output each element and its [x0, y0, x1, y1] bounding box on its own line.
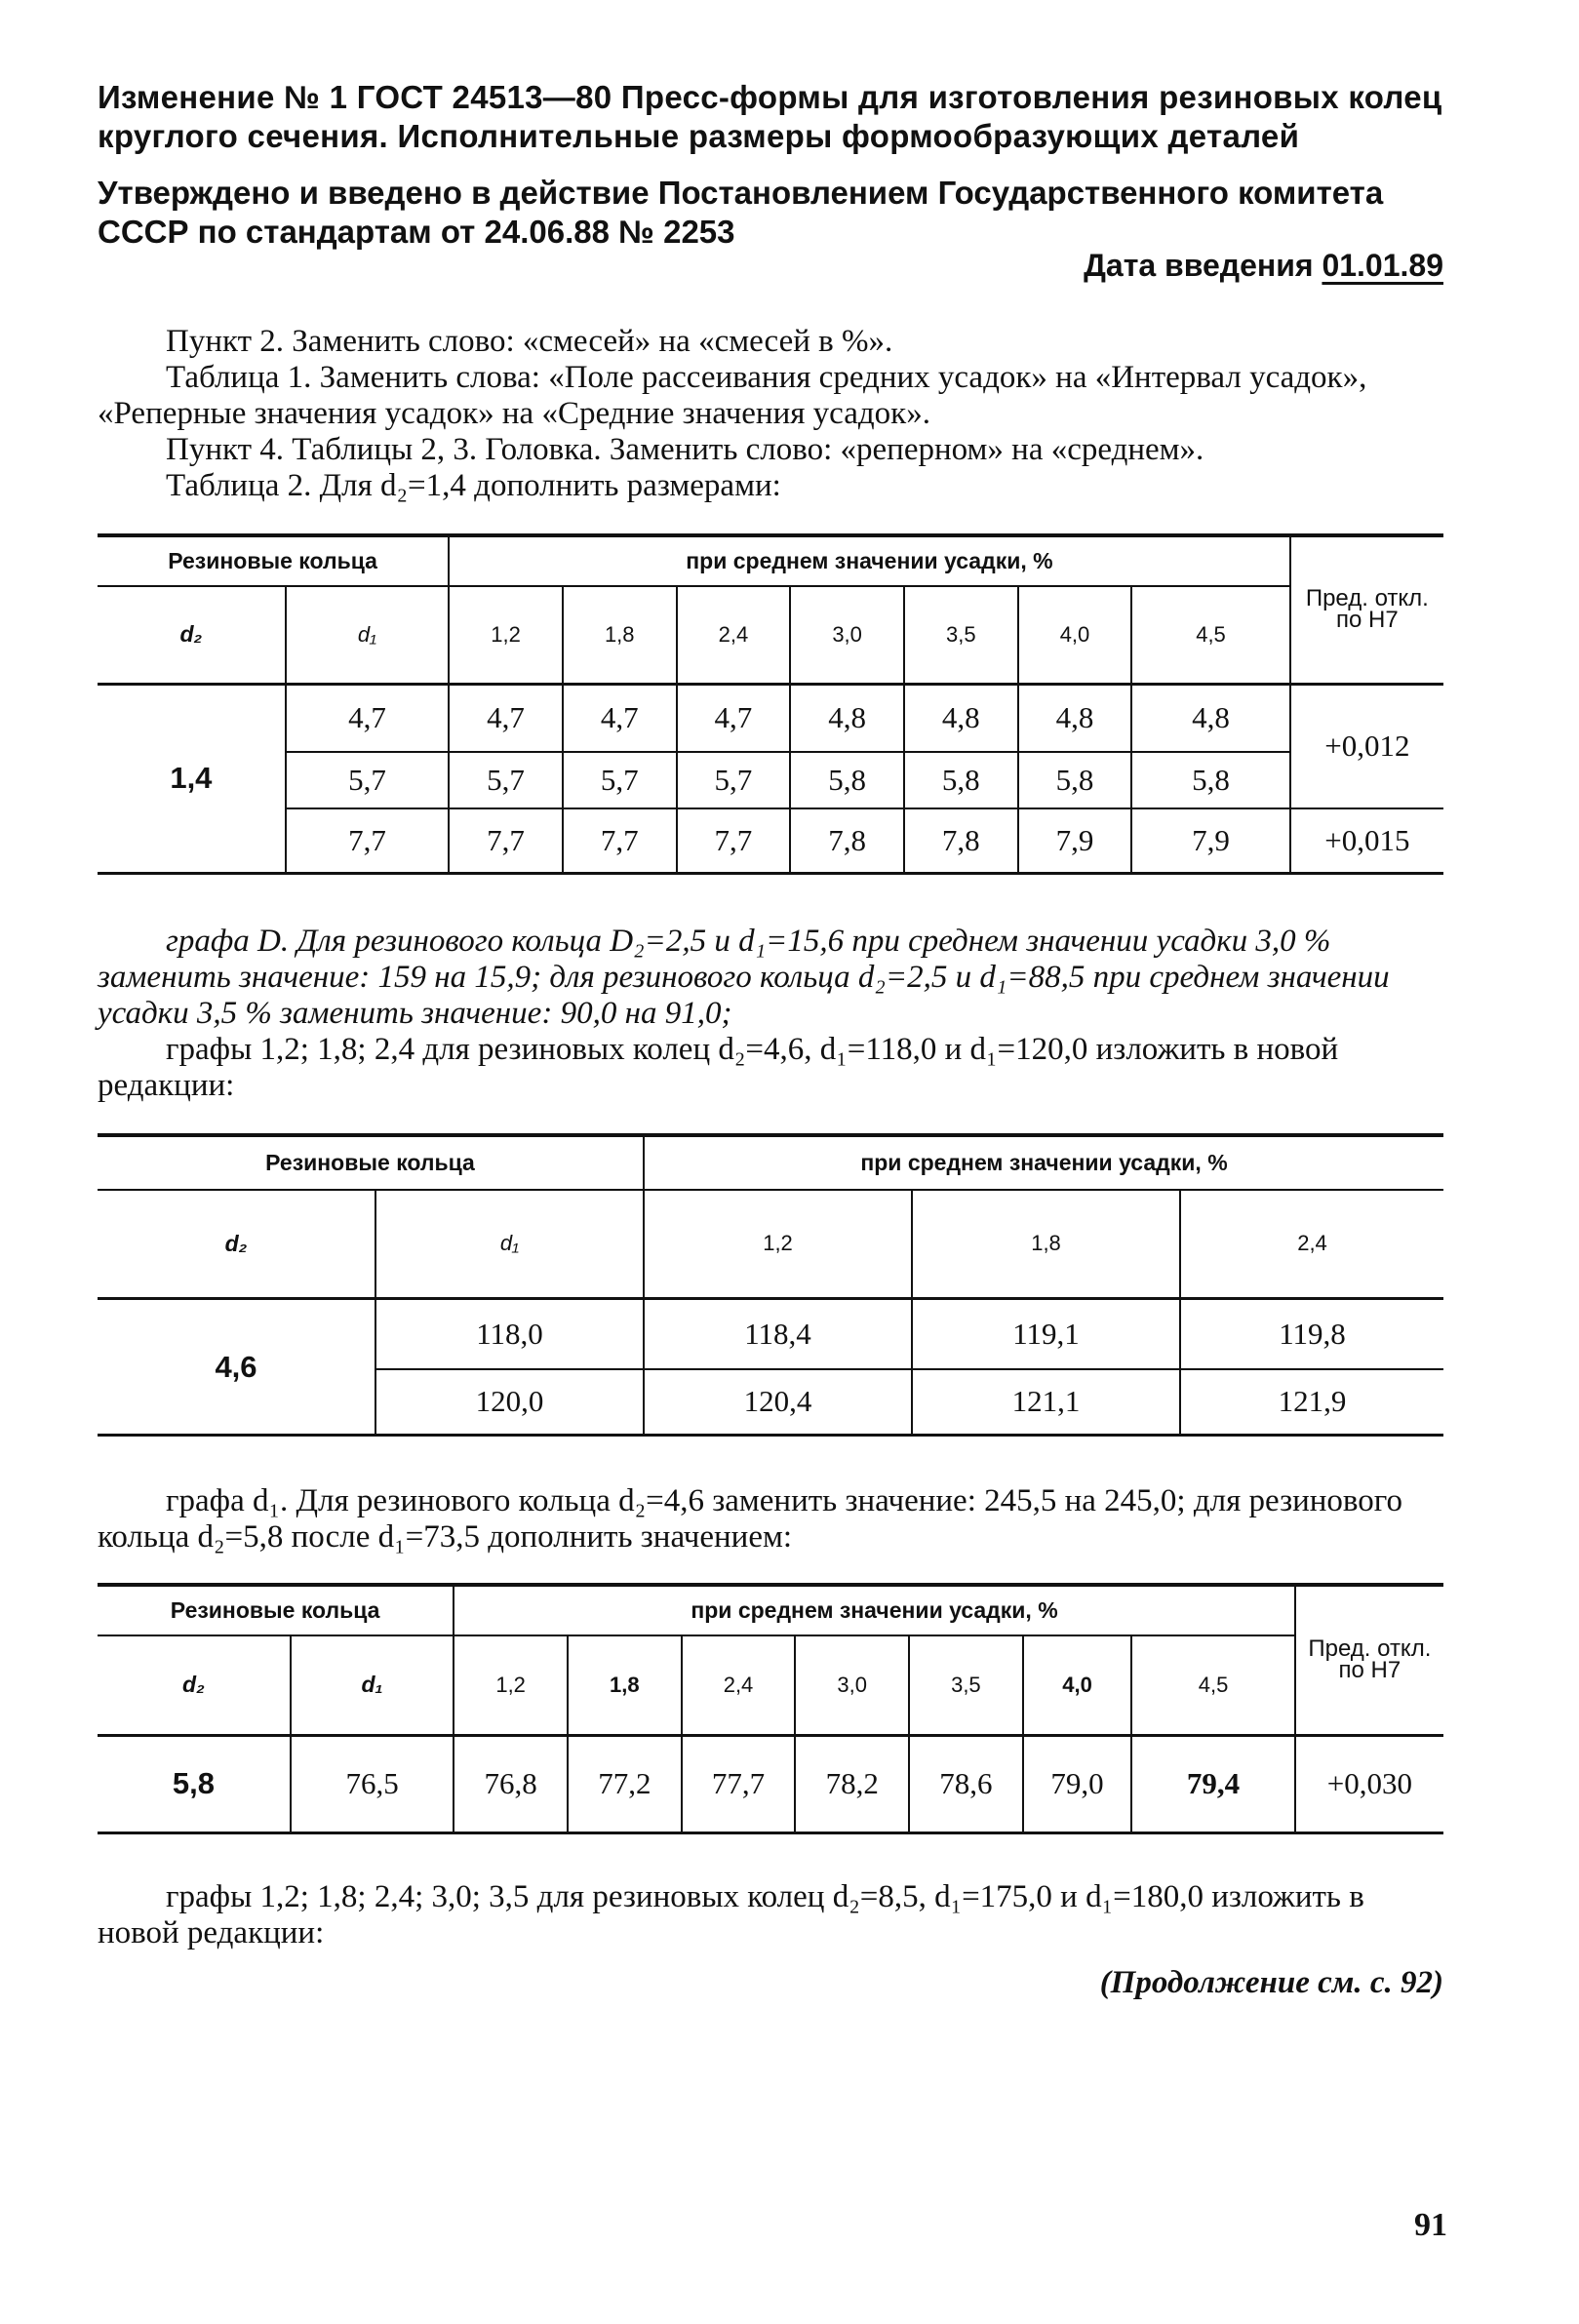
- header-rings: Резиновые кольца: [98, 535, 449, 586]
- col-header: 1,2: [454, 1635, 568, 1735]
- col-header: 1,2: [644, 1190, 912, 1299]
- paragraph-table-1: Таблица 1. Заменить слова: «Поле рассеивания средних усадок» на «Интервал усадок», «Реперные значения усадок» на «Средние значения усадок».: [98, 360, 1367, 431]
- cell: 119,8: [1180, 1299, 1443, 1369]
- cell: 4,8: [1018, 684, 1132, 752]
- header-shrink: при среднем значении усадки, %: [644, 1135, 1443, 1190]
- cell: 118,4: [644, 1299, 912, 1369]
- cell-d2: 4,6: [215, 1349, 257, 1384]
- col-header: 4,5: [1131, 586, 1289, 684]
- header-d1: d₁: [375, 1190, 644, 1299]
- cell: 5,7: [449, 752, 563, 808]
- header-tolerance: Пред. откл. по H7: [1295, 1585, 1443, 1735]
- cell: 4,8: [790, 684, 904, 752]
- cell-tolerance: +0,030: [1295, 1735, 1443, 1832]
- paragraph-column-d1: графа d₁. Для резинового кольца d₂=4,6 заменить значение: 245,5 на 245,0; для резинового кольца d₂=5,8 после d₁=73,5 дополнить значением:: [98, 1483, 1403, 1555]
- cell: 5,8: [790, 752, 904, 808]
- cell: 5,8: [904, 752, 1018, 808]
- table-row: [98, 752, 1443, 808]
- col-header: 2,4: [1180, 1190, 1443, 1299]
- col-header: 3,5: [904, 586, 1018, 684]
- header-rings: Резиновые кольца: [98, 1585, 454, 1635]
- page-number: 91: [1414, 2207, 1447, 2243]
- cell: 4,8: [904, 684, 1018, 752]
- col-header: 3,0: [790, 586, 904, 684]
- cell: 78,6: [909, 1735, 1023, 1832]
- col-header: 1,2: [449, 586, 563, 684]
- cell: 76,8: [454, 1735, 568, 1832]
- table-d2-1-4: [98, 533, 1443, 875]
- header-tolerance: Пред. откл. по H7: [1290, 535, 1443, 684]
- col-header: 4,0: [1023, 1635, 1132, 1735]
- cell: 4,7: [563, 684, 677, 752]
- cell: 5,8: [1018, 752, 1132, 808]
- header-d1: d₁: [291, 1635, 454, 1735]
- cell-d1: 4,7: [286, 684, 449, 752]
- cell: 78,2: [795, 1735, 909, 1832]
- col-header: 1,8: [563, 586, 677, 684]
- cell: 7,8: [904, 808, 1018, 873]
- document-title: Изменение № 1 ГОСТ 24513—80 Пресс-формы для изготовления резиновых колец круглого сечения. Исполнительные размеры формообразующих деталей: [98, 79, 1442, 154]
- cell: 7,8: [790, 808, 904, 873]
- cell-d1: 7,7: [286, 808, 449, 873]
- header-rings: Резиновые кольца: [98, 1135, 644, 1190]
- col-header: 4,5: [1131, 1635, 1294, 1735]
- cell: 4,7: [677, 684, 791, 752]
- table-row: [98, 1735, 1443, 1832]
- introduction-date: [98, 246, 1443, 285]
- cell: 77,7: [682, 1735, 796, 1832]
- cell: 4,8: [1131, 684, 1289, 752]
- header-d2: d₂: [179, 621, 203, 648]
- cell: 121,1: [912, 1369, 1180, 1436]
- date-label: Дата введения: [1084, 248, 1314, 283]
- paragraph-columns-table2: графы 1,2; 1,8; 2,4 для резиновых колец d₂=4,6, d₁=118,0 и d₁=120,0 изложить в новой редакции:: [98, 1031, 1339, 1103]
- col-header: 2,4: [682, 1635, 796, 1735]
- table-d2-5-8: [98, 1583, 1443, 1834]
- col-header: 4,0: [1018, 586, 1132, 684]
- cell: 5,7: [563, 752, 677, 808]
- cell: 119,1: [912, 1299, 1180, 1369]
- cell-d1: 118,0: [375, 1299, 644, 1369]
- col-header: 3,5: [909, 1635, 1023, 1735]
- paragraph-table-2: Таблица 2. Для d₂=1,4 дополнить размерами:: [166, 468, 781, 503]
- paragraph-column-d: графа D. Для резинового кольца D₂=2,5 и d₁=15,6 при среднем значении усадки 3,0 % заменить значение: 159 на 15,9; для резинового кольца d₂=2,5 и d₁=88,5 при среднем значении усадки 3,5 % заменить значение: 90,0 на 91,0;: [98, 923, 1390, 1031]
- col-header: 1,8: [568, 1635, 682, 1735]
- col-header: 3,0: [795, 1635, 909, 1735]
- cell-d2: 1,4: [170, 761, 213, 795]
- paragraph-columns-table4: графы 1,2; 1,8; 2,4; 3,0; 3,5 для резиновых колец d₂=8,5, d₁=175,0 и d₁=180,0 изложить в новой редакции:: [98, 1878, 1364, 1950]
- cell: 77,2: [568, 1735, 682, 1832]
- table-row: [98, 808, 1443, 873]
- cell-tolerance: +0,015: [1290, 808, 1443, 873]
- col-header: 1,8: [912, 1190, 1180, 1299]
- paragraph-item-2: Пункт 2. Заменить слово: «смесей» на «смесей в %».: [166, 324, 893, 359]
- table-d2-4-6: [98, 1133, 1443, 1438]
- cell-tolerance: +0,012: [1290, 684, 1443, 808]
- table-row: [98, 1299, 1443, 1369]
- col-header: 2,4: [677, 586, 791, 684]
- approval-statement: Утверждено и введено в действие Постановлением Государственного комитета СССР по стандартам от 24.06.88 № 2253: [98, 175, 1384, 250]
- cell: 5,8: [1131, 752, 1289, 808]
- header-d2: d₂: [182, 1672, 205, 1698]
- cell-d2: 5,8: [172, 1766, 215, 1800]
- header-d2: d₂: [224, 1230, 248, 1256]
- header-d1: d₁: [286, 586, 449, 684]
- table-row: [98, 684, 1443, 752]
- cell-d1: 120,0: [375, 1369, 644, 1436]
- date-value: 01.01.89: [1322, 248, 1443, 283]
- cell: 7,9: [1018, 808, 1132, 873]
- cell: 4,7: [449, 684, 563, 752]
- cell: 7,9: [1131, 808, 1289, 873]
- cell: 79,0: [1023, 1735, 1132, 1832]
- document-page: [98, 78, 1443, 2033]
- cell: 120,4: [644, 1369, 912, 1436]
- cell: 79,4: [1131, 1735, 1294, 1832]
- cell: 7,7: [677, 808, 791, 873]
- cell: 121,9: [1180, 1369, 1443, 1436]
- cell: 5,7: [677, 752, 791, 808]
- continuation-note: (Продолжение см. с. 92): [1099, 1964, 1443, 2000]
- cell: 7,7: [449, 808, 563, 873]
- cell: 7,7: [563, 808, 677, 873]
- cell-d1: 76,5: [291, 1735, 454, 1832]
- header-shrink: при среднем значении усадки, %: [454, 1585, 1294, 1635]
- paragraph-item-4: Пункт 4. Таблицы 2, 3. Головка. Заменить слово: «реперном» на «среднем».: [166, 432, 1204, 467]
- header-shrink: при среднем значении усадки, %: [449, 535, 1289, 586]
- cell-d1: 5,7: [286, 752, 449, 808]
